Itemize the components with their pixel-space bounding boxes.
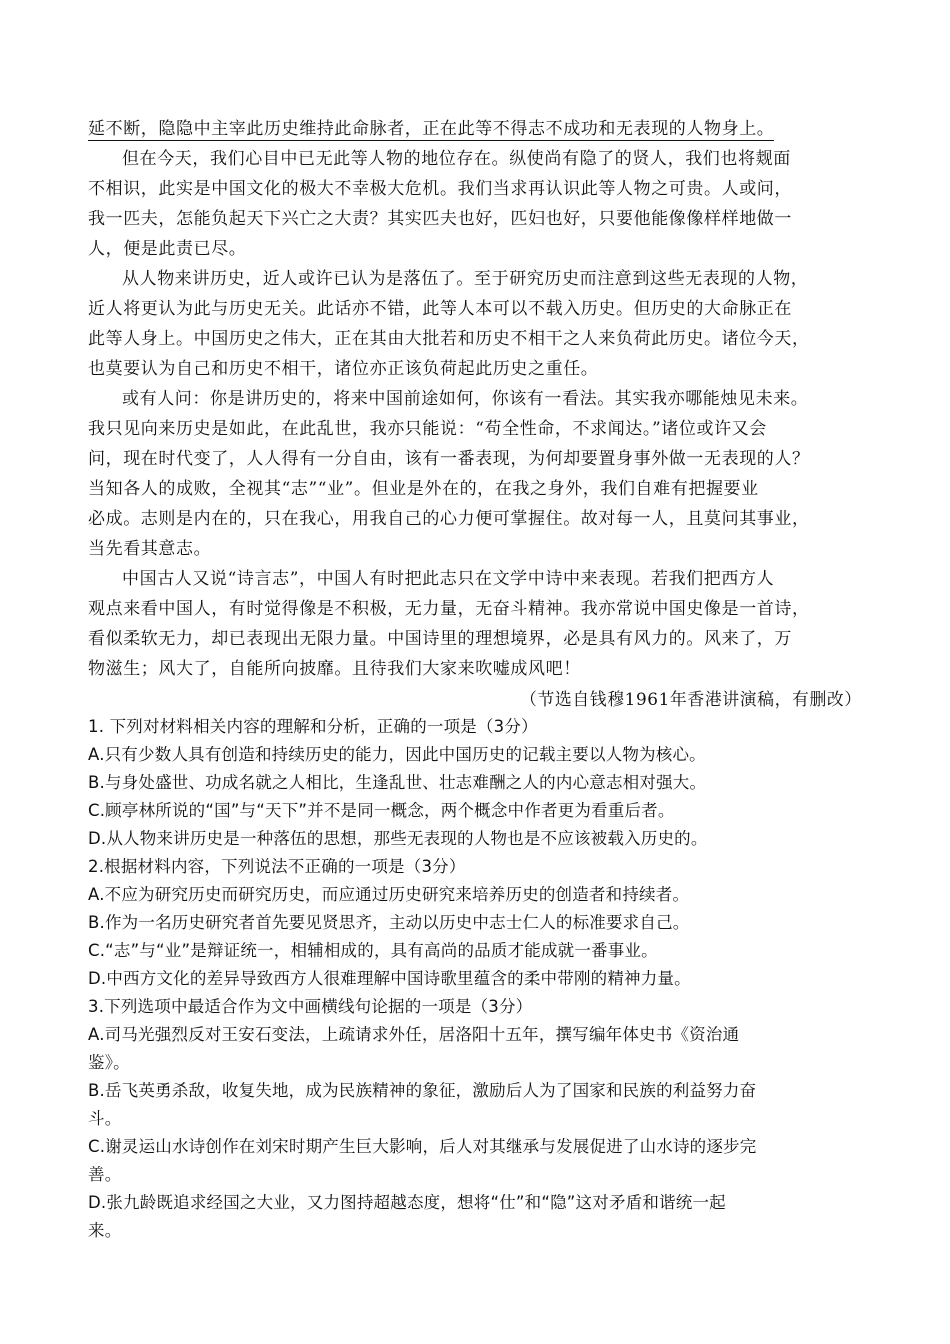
passage-source: （节选自钱穆1961年香港讲演稿，有删改） xyxy=(520,689,862,709)
question-1-option-d: D.从人物来讲历史是一种落伍的思想，那些无表现的人物也是不应该被载入历史的。 xyxy=(88,829,708,848)
passage-line: 不相识，此实是中国文化的极大不幸极大危机。我们当求再认识此等人物之可贵。人或问， xyxy=(88,179,792,199)
question-2-option-c: C.“志”与“业”是辩证统一，相辅相成的，具有高尚的品质才能成就一番事业。 xyxy=(88,941,658,960)
passage-line: 看似柔软无力，却已表现出无限力量。中国诗里的理想境界，必是具有风力的。风来了，万 xyxy=(88,629,792,649)
question-3-option-d: D.张九龄既追求经国之大业，又力图持超越态度，想将“仕”和“隐”这对矛盾和谐统一起 xyxy=(88,1193,726,1212)
underlined-sentence: 延不断，隐隐中主宰此历史维持此命脉者，正在此等不得志不成功和无表现的人物身上。 xyxy=(88,119,775,139)
passage-line: 当先看其意志。 xyxy=(88,539,212,559)
passage-line xyxy=(88,118,774,142)
passage-line: 我只见向来历史是如此，在此乱世，我亦只能说：“苟全性命，不求闻达。”诸位或许又会 xyxy=(88,419,767,439)
question-3-option-b-cont: 斗。 xyxy=(88,1109,122,1128)
passage-line: 物滋生；风大了，自能所向披靡。且待我们大家来吹嘘成风吧！ xyxy=(88,659,581,679)
question-3-option-a: A.司马光强烈反对王安石变法，上疏请求外任，居洛阳十五年，撰写编年体史书《资治通 xyxy=(88,1025,740,1044)
passage-line: 但在今天，我们心目中已无此等人物的地位存在。纵使尚有隐了的贤人，我们也将觌面 xyxy=(122,149,791,169)
question-1-option-b: B.与身处盛世、功成名就之人相比，生逢乱世、壮志难酬之人的内心意志相对强大。 xyxy=(88,773,707,792)
passage-line: 我一匹夫，怎能负起天下兴亡之大责？其实匹夫也好，匹妇也好，只要他能像像样样地做一 xyxy=(88,209,792,229)
passage-line: 此等人身上。中国历史之伟大，正在其由大批若和历史不相干之人来负荷此历史。诸位今天， xyxy=(88,329,810,349)
passage-line: 近人将更认为此与历史无关。此话亦不错，此等人本可以不载入历史。但历史的大命脉正在 xyxy=(88,299,792,319)
passage-line: 也莫要认为自己和历史不相干，诸位亦正该负荷起此历史之重任。 xyxy=(88,359,599,379)
question-2-option-b: B.作为一名历史研究者首先要见贤思齐，主动以历史中志士仁人的标准要求自己。 xyxy=(88,913,690,932)
passage-line: 从人物来讲历史，近人或许已认为是落伍了。至于研究历史而注意到这些无表现的人物， xyxy=(122,269,809,289)
passage-line: 或有人问：你是讲历史的，将来中国前途如何，你该有一看法。其实我亦哪能烛见未来。 xyxy=(122,389,809,409)
passage-line: 当知各人的成败，全视其“志”“业”。但业是外在的，在我之身外，我们自难有把握要业 xyxy=(88,479,759,499)
passage-line: 观点来看中国人，有时觉得像是不积极，无力量，无奋斗精神。我亦常说中国史像是一首诗， xyxy=(88,599,810,619)
question-1-option-a: A.只有少数人具有创造和持续历史的能力，因此中国历史的记载主要以人物为核心。 xyxy=(88,745,706,764)
question-3-option-a-cont: 鉴》。 xyxy=(88,1053,130,1072)
passage-line: 人，便是此责已尽。 xyxy=(88,239,247,259)
question-3-option-b: B.岳飞英勇杀敌，收复失地，成为民族精神的象征，激励后人为了国家和民族的利益努力奋 xyxy=(88,1081,757,1100)
passage-line: 问，现在时代变了，人人得有一分自由，该有一番表现，为何却要置身事外做一无表现的人？ xyxy=(88,449,810,469)
question-3-option-d-cont: 来。 xyxy=(88,1221,122,1240)
question-1-option-c: C.顾亭林所说的“国”与“天下”并不是同一概念，两个概念中作者更为看重后者。 xyxy=(88,801,675,820)
question-2-option-a: A.不应为研究历史而研究历史，而应通过历史研究来培养历史的创造者和持续者。 xyxy=(88,885,690,904)
question-3-stem: 3.下列选项中最适合作为文中画横线句论据的一项是（3分） xyxy=(88,997,533,1016)
question-1-stem: 1. 下列对材料相关内容的理解和分析，正确的一项是（3分） xyxy=(88,717,538,736)
question-2-option-d: D.中西方文化的差异导致西方人很难理解中国诗歌里蕴含的柔中带刚的精神力量。 xyxy=(88,969,691,988)
passage-line: 中国古人又说“诗言志”，中国人有时把此志只在文学中诗中来表现。若我们把西方人 xyxy=(122,569,775,589)
question-3-option-c-cont: 善。 xyxy=(88,1165,122,1184)
question-2-stem: 2.根据材料内容，下列说法不正确的一项是（3分） xyxy=(88,857,466,876)
question-3-option-c: C.谢灵运山水诗创作在刘宋时期产生巨大影响，后人对其继承与发展促进了山水诗的逐步完 xyxy=(88,1137,757,1156)
passage-line: 必成。志则是内在的，只在我心，用我自己的心力便可掌握住。故对每一人，且莫问其事业， xyxy=(88,509,810,529)
